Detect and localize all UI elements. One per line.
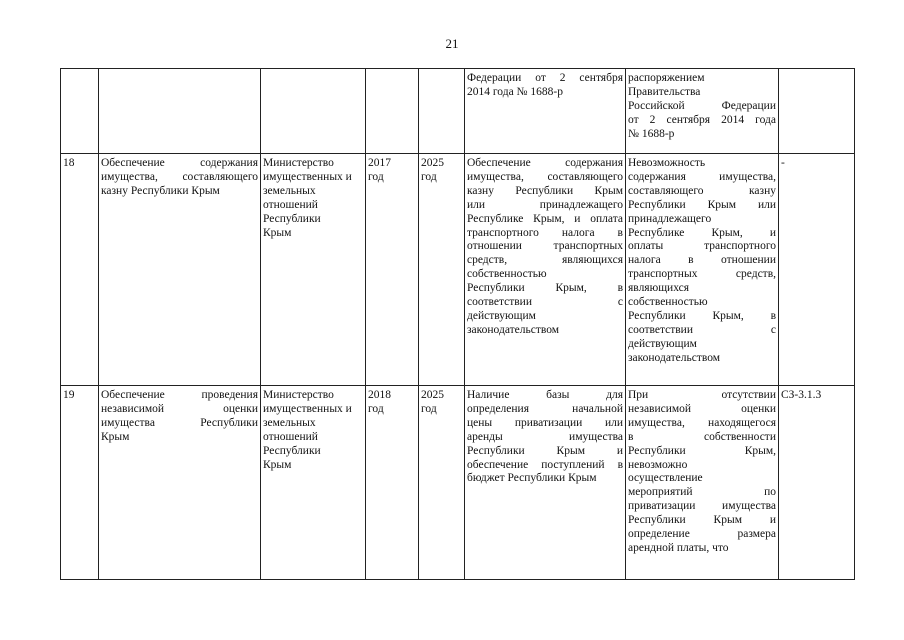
cell-line: средств, являющихся: [467, 254, 623, 267]
cell-line: являющихся: [628, 282, 690, 295]
cell-line: Республике Крым, и оплата: [467, 212, 623, 225]
cell-line: оплаты транспортного: [628, 240, 776, 253]
cell-line: Обеспечение содержания: [101, 157, 258, 169]
cell-consequence: [626, 69, 779, 154]
cell-line: налога в отношении: [628, 254, 776, 267]
cell-line: в собственности: [628, 430, 776, 443]
cell-line: Республики: [263, 444, 321, 457]
cell-consequence: [626, 386, 779, 580]
cell-line: Российской Федерации: [628, 99, 776, 112]
cell-line: независимой оценки: [101, 402, 258, 415]
table-row: [61, 69, 855, 154]
cell-result: [465, 154, 626, 386]
cell-line: Республики Крым,: [628, 444, 776, 457]
cell-num: [61, 386, 99, 580]
cell-line: независимой оценки: [628, 402, 776, 415]
cell-line: земельных: [263, 416, 316, 429]
cell-line: приватизации имущества: [628, 500, 776, 513]
cell-measure: [99, 154, 261, 386]
cell-line: мероприятий по: [628, 486, 776, 499]
cell-line: или принадлежащего: [467, 198, 623, 211]
cell-line: обеспечение поступлений в: [467, 458, 623, 471]
cell-line: законодательством: [628, 351, 721, 364]
cell-line: Республики Крым и: [467, 444, 623, 457]
cell-line: действующим: [628, 337, 697, 350]
cell-line: При отсутствии: [628, 389, 776, 401]
cell-line: 2025: [421, 157, 444, 169]
cell-line: год: [421, 170, 437, 183]
cell-line: Обеспечение проведения: [101, 389, 258, 401]
cell-line: соответствии с: [467, 296, 623, 309]
cell-end: [419, 386, 465, 580]
cell-link: [779, 154, 855, 386]
cell-link: [779, 386, 855, 580]
cell-line: имущества, находящегося: [628, 416, 776, 429]
cell-end: [419, 154, 465, 386]
cell-result: [465, 69, 626, 154]
cell-line: от 2 сентября 2014 года: [628, 113, 776, 126]
cell-line: осуществление: [628, 472, 703, 485]
cell-line: определение размера: [628, 528, 776, 541]
cell-line: Министерство: [263, 389, 334, 401]
cell-line: Крым: [101, 430, 130, 443]
cell-line: имущественных и: [263, 170, 352, 183]
cell-line: 2014 года № 1688-р: [467, 85, 563, 98]
cell-line: принадлежащего: [628, 212, 712, 225]
cell-line: имущества, составляющего: [467, 170, 623, 183]
cell-line: определения начальной: [467, 402, 623, 415]
cell-line: бюджет Республики Крым: [467, 472, 597, 485]
cell-line: отношений: [263, 198, 318, 211]
cell-result: [465, 386, 626, 580]
cell-line: имущества, составляющего: [101, 170, 258, 183]
cell-num: [61, 154, 99, 386]
program-measures-table: [60, 68, 855, 580]
cell-line: отношении транспортных: [467, 240, 623, 253]
cell-executor: [261, 386, 366, 580]
cell-line: год: [368, 402, 384, 415]
cell-line: Республики Крым, в: [628, 309, 776, 322]
cell-start: [366, 154, 419, 386]
cell-line: Обеспечение содержания: [467, 157, 623, 169]
cell-line: арендной платы, что: [628, 541, 729, 554]
cell-line: собственностью: [628, 296, 708, 309]
cell-line: год: [421, 402, 437, 415]
cell-measure: [99, 386, 261, 580]
cell-line: земельных: [263, 184, 316, 197]
cell-line: год: [368, 170, 384, 183]
cell-consequence: [626, 154, 779, 386]
table-row: [61, 386, 855, 580]
cell-line: казну Республики Крым: [101, 184, 220, 197]
cell-line: действующим: [467, 309, 536, 322]
cell-executor: [261, 154, 366, 386]
cell-line: № 1688-р: [628, 127, 675, 140]
cell-text: 19: [63, 389, 75, 401]
cell-line: имущества Республики: [101, 416, 258, 429]
cell-end: [419, 69, 465, 154]
cell-line: Республике Крым, и: [628, 226, 776, 239]
cell-start: [366, 386, 419, 580]
cell-text: 18: [63, 157, 75, 169]
cell-line: соответствии с: [628, 323, 776, 336]
cell-executor: [261, 69, 366, 154]
table-row: [61, 154, 855, 386]
cell-line: Невозможность: [628, 157, 706, 169]
cell-line: собственностью: [467, 268, 547, 281]
cell-text: СЗ-3.1.3: [781, 389, 822, 401]
cell-measure: [99, 69, 261, 154]
cell-line: цены приватизации или: [467, 416, 623, 429]
cell-line: распоряжением: [628, 72, 705, 84]
cell-line: Республики Крым и: [628, 514, 776, 527]
cell-line: 2017: [368, 157, 391, 169]
cell-line: отношений: [263, 430, 318, 443]
cell-line: Республики Крым или: [628, 198, 776, 211]
cell-line: Наличие базы для: [467, 389, 623, 401]
cell-line: Министерство: [263, 157, 334, 169]
cell-text: -: [781, 157, 785, 169]
cell-num: [61, 69, 99, 154]
cell-line: имущественных и: [263, 402, 352, 415]
cell-line: Правительства: [628, 85, 701, 98]
cell-line: Крым: [263, 226, 292, 239]
cell-line: Республики Крым, в: [467, 282, 623, 295]
cell-line: транспортного налога в: [467, 226, 623, 239]
cell-start: [366, 69, 419, 154]
cell-line: Крым: [263, 458, 292, 471]
cell-line: невозможно: [628, 458, 688, 471]
cell-line: 2018: [368, 389, 391, 401]
cell-line: Республики: [263, 212, 321, 225]
cell-line: казну Республики Крым: [467, 184, 623, 197]
cell-line: Федерации от 2 сентября: [467, 72, 623, 84]
cell-link: [779, 69, 855, 154]
cell-line: 2025: [421, 389, 444, 401]
cell-line: содержания имущества,: [628, 170, 776, 183]
cell-line: аренды имущества: [467, 430, 623, 443]
cell-line: транспортных средств,: [628, 268, 776, 281]
page-number: 21: [445, 36, 459, 51]
cell-line: составляющего казну: [628, 184, 776, 197]
cell-line: законодательством: [467, 323, 560, 336]
